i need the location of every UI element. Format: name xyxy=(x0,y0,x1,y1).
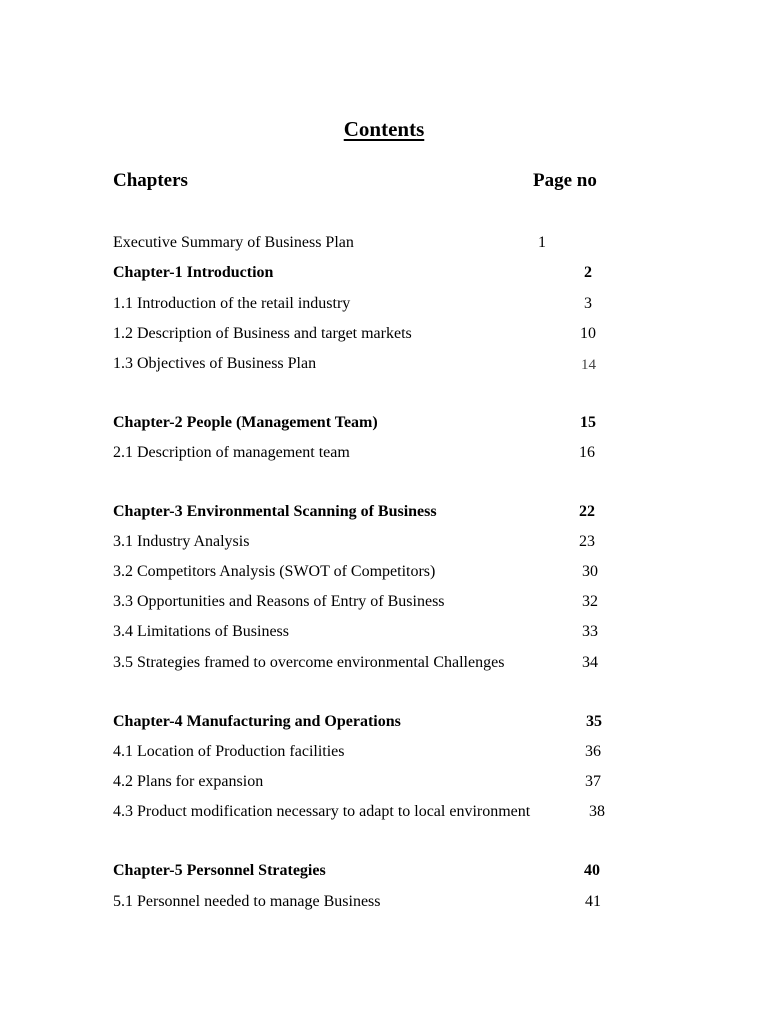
toc-entry-page: 38 xyxy=(589,803,605,820)
toc-chapter-page: 35 xyxy=(586,713,602,730)
page-number-column-header: Page no xyxy=(533,170,597,191)
toc-entry-page: 33 xyxy=(582,623,598,640)
toc-entry-label: 3.4 Limitations of Business xyxy=(113,623,289,640)
toc-entry-page: 30 xyxy=(582,563,598,580)
toc-entry-label: 3.3 Opportunities and Reasons of Entry of Business xyxy=(113,593,445,610)
toc-entry-label: 4.3 Product modification necessary to adapt to local environment xyxy=(113,803,531,820)
toc-entry-label: 3.5 Strategies framed to overcome environmental Challenges xyxy=(113,654,505,671)
toc-entry-page: 32 xyxy=(582,593,598,610)
toc-chapter-page: 2 xyxy=(584,264,592,281)
toc-chapter-label: Chapter-1 Introduction xyxy=(113,264,274,281)
toc-entry-label: 2.1 Description of management team xyxy=(113,444,350,461)
toc-entry-label: 5.1 Personnel needed to manage Business xyxy=(113,893,381,910)
toc-entry-page: 41 xyxy=(585,893,601,910)
toc-entry-label: 3.1 Industry Analysis xyxy=(113,533,250,550)
toc-entry-label: 4.2 Plans for expansion xyxy=(113,773,264,790)
toc-entry-label: 1.3 Objectives of Business Plan xyxy=(113,355,317,372)
page-title: Contents xyxy=(343,117,425,141)
toc-chapter-page: 22 xyxy=(579,503,595,520)
chapters-column-header: Chapters xyxy=(113,170,188,191)
toc-entry-page: 16 xyxy=(579,444,595,461)
toc-entry-label: Executive Summary of Business Plan xyxy=(113,234,354,251)
toc-entry-page: 37 xyxy=(585,773,601,790)
toc-entry-label: 1.1 Introduction of the retail industry xyxy=(113,295,351,312)
toc-chapter-page: 40 xyxy=(584,862,600,879)
toc-entry-label: 4.1 Location of Production facilities xyxy=(113,743,345,760)
toc-entry-label: 3.2 Competitors Analysis (SWOT of Competitors) xyxy=(113,563,436,580)
toc-entry-page: 3 xyxy=(584,295,592,312)
toc-entry-page: 10 xyxy=(580,325,596,342)
toc-entry-page: 34 xyxy=(582,654,598,671)
toc-entry-label: 1.2 Description of Business and target markets xyxy=(113,325,412,342)
toc-entry-page: 36 xyxy=(585,743,601,760)
toc-entry-page: 14 xyxy=(581,357,596,373)
toc-chapter-page: 15 xyxy=(580,414,596,431)
toc-chapter-label: Chapter-3 Environmental Scanning of Business xyxy=(113,503,437,520)
toc-chapter-label: Chapter-5 Personnel Strategies xyxy=(113,862,326,879)
toc-entry-page: 1 xyxy=(538,234,546,251)
toc-entry-page: 23 xyxy=(579,533,595,550)
toc-chapter-label: Chapter-4 Manufacturing and Operations xyxy=(113,713,401,730)
toc-chapter-label: Chapter-2 People (Management Team) xyxy=(113,414,378,431)
